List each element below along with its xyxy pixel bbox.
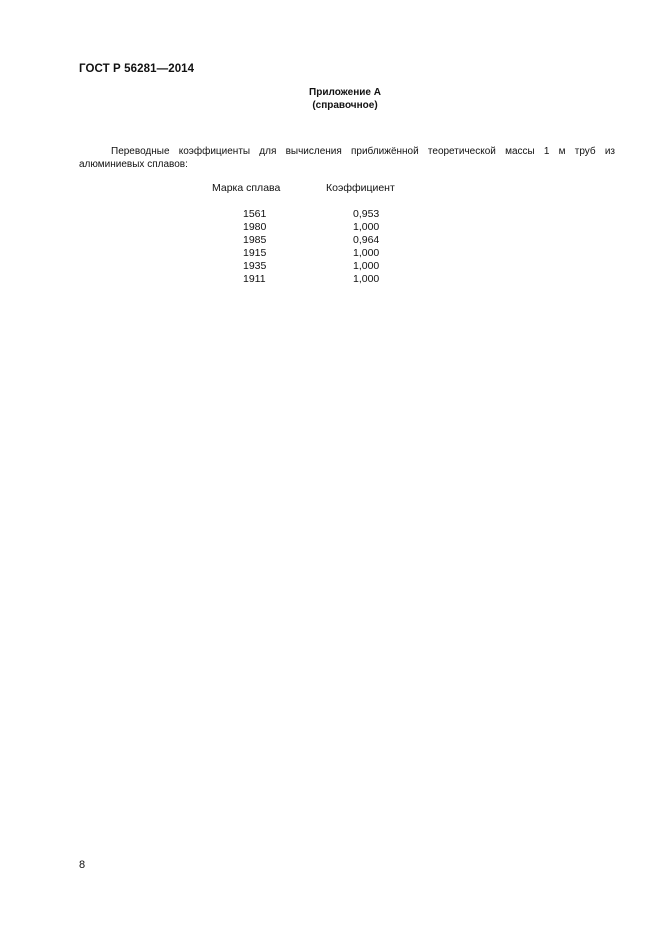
coefficient-cell: 1,000 bbox=[353, 247, 380, 259]
table-header bbox=[205, 181, 411, 195]
alloy-grade-cell: 1915 bbox=[243, 247, 267, 259]
intro-paragraph: Переводные коэффициенты для вычисления приближённой теоретической массы 1 м труб из алюминиевых сплавов: bbox=[79, 146, 615, 170]
table-row bbox=[205, 208, 411, 221]
appendix-heading bbox=[0, 86, 661, 112]
document-code: ГОСТ Р 56281—2014 bbox=[79, 63, 195, 75]
table-row bbox=[205, 247, 411, 260]
coefficient-cell: 1,000 bbox=[353, 221, 380, 233]
header-coefficient: Коэффициент bbox=[326, 182, 395, 194]
coefficient-cell: 0,953 bbox=[353, 208, 380, 220]
alloy-grade-cell: 1935 bbox=[243, 260, 267, 272]
coefficient-cell: 0,964 bbox=[353, 234, 380, 246]
page-number: 8 bbox=[79, 859, 86, 871]
appendix-subtitle: (справочное) bbox=[312, 100, 378, 111]
table-row bbox=[205, 221, 411, 234]
coefficient-cell: 1,000 bbox=[353, 260, 380, 272]
appendix-title: Приложение А bbox=[309, 87, 381, 98]
coefficient-table bbox=[205, 181, 411, 286]
alloy-grade-cell: 1985 bbox=[243, 234, 267, 246]
table-row bbox=[205, 260, 411, 273]
header-alloy-grade: Марка сплава bbox=[212, 182, 281, 194]
table-row bbox=[205, 273, 411, 286]
alloy-grade-cell: 1561 bbox=[243, 208, 267, 220]
alloy-grade-cell: 1980 bbox=[243, 221, 267, 233]
table-row bbox=[205, 234, 411, 247]
alloy-grade-cell: 1911 bbox=[243, 273, 266, 285]
coefficient-cell: 1,000 bbox=[353, 273, 380, 285]
